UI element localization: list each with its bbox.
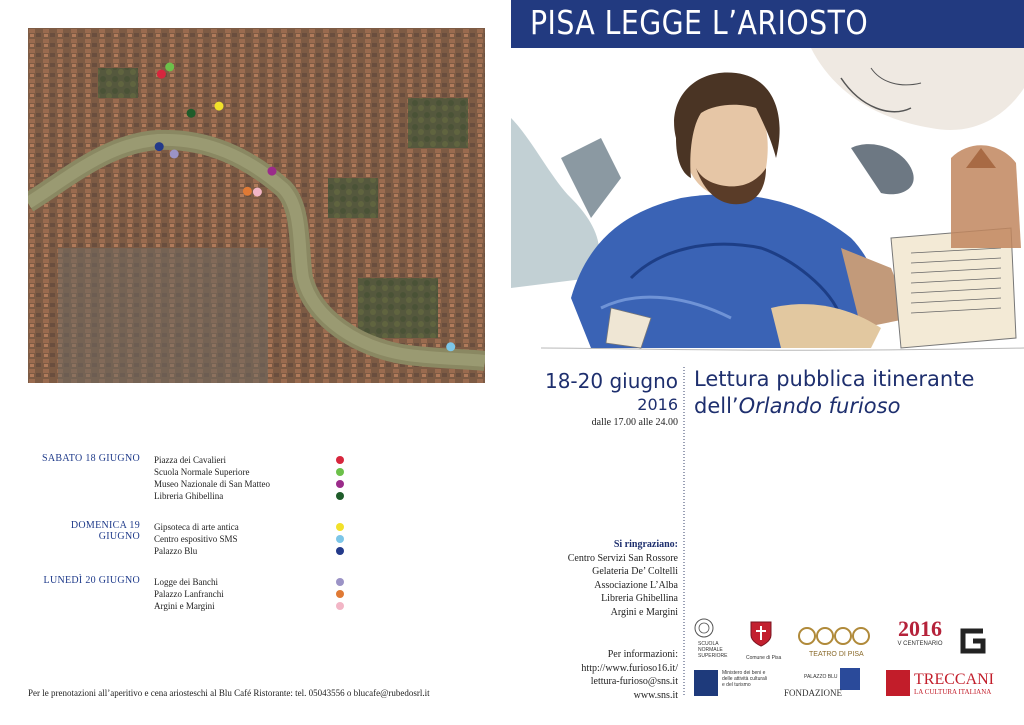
palazzo-blu-fondazione-logo (782, 668, 864, 700)
schedule-day-label: SABATO 18 GIUGNO (42, 453, 140, 464)
venue-color-dot (336, 578, 344, 586)
event-title-italic: Orlando furioso (738, 394, 901, 418)
thanks-heading: Si ringraziano: (613, 539, 678, 550)
event-dates (520, 368, 678, 430)
map-marker[interactable] (187, 109, 196, 118)
ministero-logo (694, 668, 774, 700)
thanks-item: Centro Servizi San Rossore (567, 552, 678, 564)
teatro-logo-text: TEATRO DI PISA (809, 651, 864, 658)
treccani-text: TRECCANI (914, 671, 994, 688)
schedule-day-label: LUNEDÌ 20 GIUGNO (43, 575, 140, 586)
map-marker[interactable] (243, 187, 252, 196)
booking-info: Per le prenotazioni all’aperitivo e cena ariosteschi al Blu Café Ristorante: tel. 05043556 o blucafe@rubedosrl.it (28, 688, 430, 698)
satellite-map (28, 28, 485, 383)
contact-info (520, 648, 678, 702)
event-title-prefix: dell’ (694, 394, 739, 418)
schedule-venue: Gipsoteca di arte antica (154, 522, 239, 532)
info-heading: Per informazioni: (607, 649, 678, 660)
ariosto-portrait-illustration (511, 48, 1024, 366)
venue-color-dot (336, 468, 344, 476)
event-year: 2016 (637, 395, 678, 414)
thanks-item: Associazione L’Alba (594, 579, 678, 591)
map-marker[interactable] (157, 70, 166, 79)
schedule-venue: Centro espositivo SMS (154, 534, 238, 544)
schedule-venue: Logge dei Banchi (154, 577, 218, 587)
event-title (694, 366, 974, 420)
schedule-day-label: DOMENICA 19 GIUGNO (70, 520, 140, 542)
map-marker[interactable] (165, 63, 174, 72)
venue-color-dot (336, 492, 344, 500)
acknowledgements (520, 538, 678, 619)
teatro-di-pisa-logo (795, 622, 877, 662)
venue-color-dot (336, 480, 344, 488)
venue-color-dot (336, 590, 344, 598)
map-marker[interactable] (155, 142, 164, 151)
event-title-line2 (694, 393, 974, 420)
palazzo-blu-text: PALAZZO BLU (804, 674, 838, 680)
schedule-venue: Palazzo Blu (154, 546, 198, 556)
schedule-venue: Libreria Ghibellina (154, 491, 224, 501)
thanks-item: Gelateria De’ Coltelli (592, 566, 678, 577)
map-marker[interactable] (268, 167, 277, 176)
sns-logo-text: SCUOLA NORMALE SUPERIORE (698, 641, 728, 659)
venue-color-dot (336, 456, 344, 464)
date-range: 18-20 giugno (544, 369, 678, 393)
comune-logo-text: Comune di Pisa (746, 655, 782, 661)
treccani-emblem (886, 670, 910, 696)
map-marker[interactable] (170, 150, 179, 159)
furioso-year: 2016 (898, 616, 942, 641)
event-title-line1: Lettura pubblica itinerante (694, 367, 975, 391)
venue-color-dot (336, 535, 344, 543)
venue-color-dot (336, 547, 344, 555)
page-title: PISA LEGGE L’ARIOSTO (530, 3, 869, 42)
map-marker[interactable] (446, 342, 455, 351)
museo-logo (958, 626, 998, 662)
treccani-logo (886, 670, 1006, 700)
schedule-venue: Argini e Margini (154, 601, 215, 611)
thanks-item: Libreria Ghibellina (601, 593, 678, 604)
thanks-item: Argini e Margini (610, 606, 678, 618)
furioso-2016-logo (895, 617, 945, 662)
schedule-venue: Palazzo Lanfranchi (154, 589, 224, 599)
venue-color-dot (336, 523, 344, 531)
info-sns-link[interactable]: www.sns.it (633, 689, 678, 701)
map-marker[interactable] (215, 102, 224, 111)
treccani-subtitle: LA CULTURA ITALIANA (914, 688, 992, 696)
ministero-logo-text: Ministero dei beni e delle attività culturali e del turismo (722, 670, 768, 688)
map-marker[interactable] (253, 188, 262, 197)
schedule-venue: Piazza dei Cavalieri (154, 455, 226, 465)
event-hours: dalle 17.00 alle 24.00 (591, 417, 678, 428)
schedule-venue: Scuola Normale Superiore (154, 467, 250, 477)
info-email-link[interactable]: lettura-furioso@sns.it (590, 676, 678, 687)
sns-logo (694, 617, 728, 662)
map-graphic (28, 28, 485, 383)
furioso-subtitle: V CENTENARIO (897, 641, 943, 647)
ministero-emblem (694, 670, 718, 696)
info-website-link[interactable]: http://www.furioso16.it/ (581, 662, 678, 674)
venue-color-dot (336, 602, 344, 610)
comune-di-pisa-logo (744, 617, 782, 662)
schedule-venue: Museo Nazionale di San Matteo (154, 479, 270, 489)
vertical-divider (683, 367, 685, 697)
palazzo-blu-emblem (840, 668, 860, 690)
fondazione-text: FONDAZIONE (784, 688, 842, 698)
